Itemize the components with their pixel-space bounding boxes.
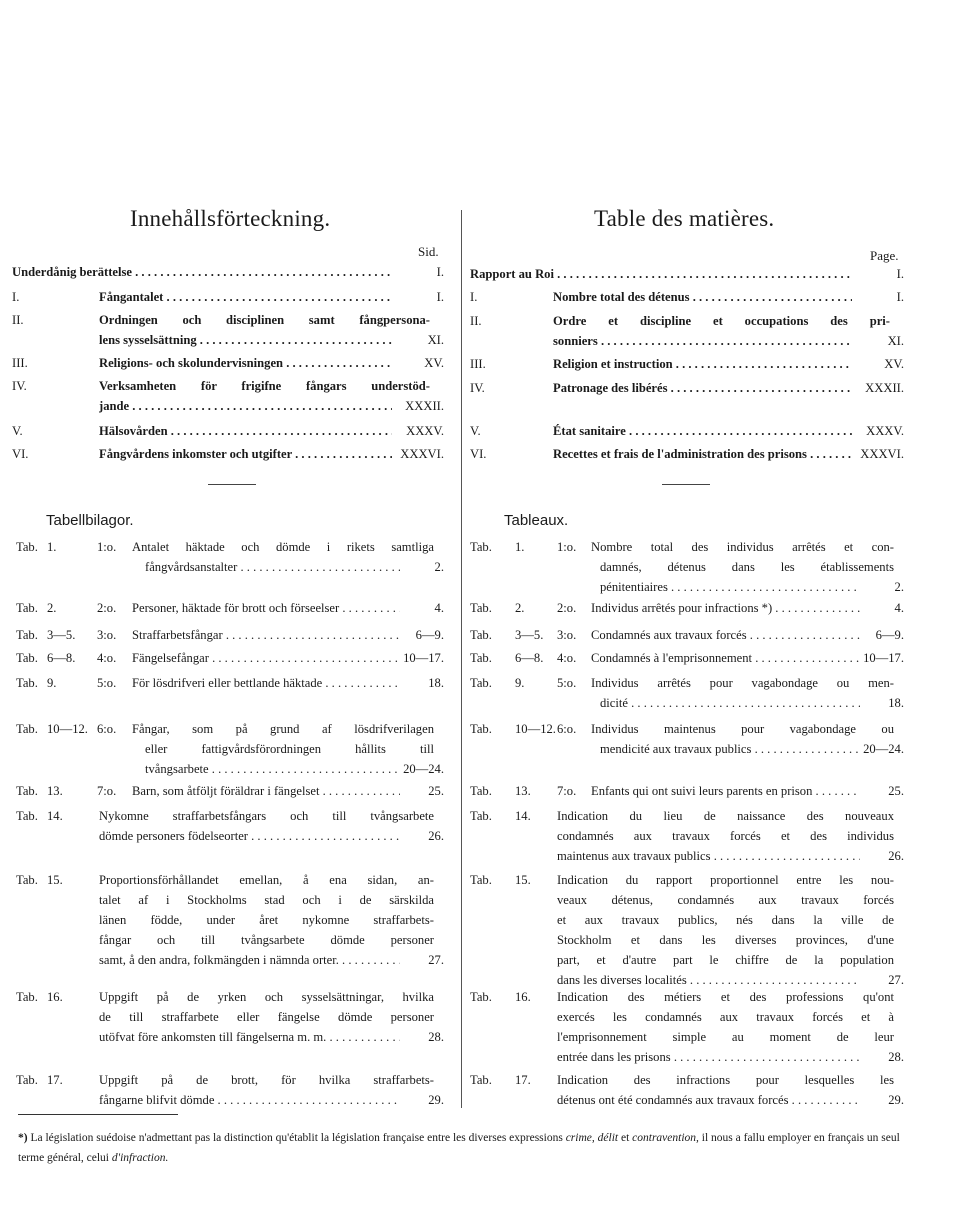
left-table-row bbox=[16, 625, 444, 645]
left-table-page: 29. bbox=[428, 1093, 444, 1107]
left-table-description-line: utöfvat före ankomsten till fängelserna m. m. . . . bbox=[99, 1027, 400, 1047]
right-table-label: Tab. bbox=[470, 990, 492, 1004]
left-chapter-number: V. bbox=[12, 424, 23, 438]
left-table-page: 28. bbox=[428, 1030, 444, 1044]
footnote-rule bbox=[18, 1114, 178, 1115]
left-table-description-line: länen födde, under året nykomne straffarbets- bbox=[99, 913, 434, 927]
right-table-description-line: entrée dans les prisons . . . bbox=[557, 1047, 860, 1067]
left-table-description-line: Uppgift på de brott, för hvilka straffarbets- bbox=[99, 1073, 434, 1087]
right-table-description-line: veaux détenus, condamnés aux travaux forcés bbox=[557, 893, 894, 907]
right-table-ordinal: 7:o. bbox=[557, 784, 577, 798]
right-chapter-row bbox=[470, 311, 904, 351]
right-table-page: 4. bbox=[894, 601, 904, 615]
footnote-text-1: La législation suédoise n'admettant pas la distinction qu'établit la législation française entre les diverses expressions bbox=[30, 1132, 563, 1144]
right-table-description-line: Indication du rapport proportionnel entre les nou- bbox=[557, 873, 894, 887]
footnote-mark: *) bbox=[18, 1132, 28, 1144]
left-table-page: 10—17. bbox=[403, 651, 444, 665]
right-table-description-line: dicité . . . bbox=[600, 693, 860, 713]
left-table-description-line: Straffarbetsfångar . . . bbox=[132, 625, 400, 645]
left-table-row bbox=[16, 987, 444, 1047]
left-table-label: Tab. bbox=[16, 601, 38, 615]
left-chapter-title-line: Fångvårdens inkomster och utgifter . . . bbox=[99, 444, 392, 464]
left-chapter-title-line: Verksamheten för frigifne fångars understöd- bbox=[99, 379, 430, 393]
right-table-row bbox=[470, 870, 904, 990]
right-table-ordinal: 4:o. bbox=[557, 651, 577, 665]
right-chapter-page: XXXII. bbox=[865, 381, 904, 395]
right-table-label: Tab. bbox=[470, 628, 492, 642]
left-table-ordinal: 4:o. bbox=[97, 651, 117, 665]
left-title: Innehållsförteckning. bbox=[130, 206, 331, 231]
left-table-page: 6—9. bbox=[415, 628, 444, 642]
left-table-description-line: Nykomne straffarbetsfångars och till tvångsarbete bbox=[99, 809, 434, 823]
right-chapter-page: I. bbox=[896, 290, 904, 304]
left-chapter-row bbox=[12, 444, 444, 464]
left-chapter-title-line: Hälsovården . . . bbox=[99, 421, 392, 441]
right-table-label: Tab. bbox=[470, 651, 492, 665]
left-table-row bbox=[16, 673, 444, 693]
right-table-description-line: condamnés aux travaux forcés et des individus bbox=[557, 829, 894, 843]
left-chapter-row bbox=[12, 376, 444, 416]
right-table-row bbox=[470, 1070, 904, 1110]
right-table-page: 18. bbox=[888, 696, 904, 710]
right-chapter-number: III. bbox=[470, 357, 486, 371]
right-table-ordinal: 5:o. bbox=[557, 676, 577, 690]
right-table-page: 29. bbox=[888, 1093, 904, 1107]
right-chapter-page: XV. bbox=[884, 357, 904, 371]
left-table-description-line: Barn, som åtföljt föräldrar i fängelset . . . . . . bbox=[132, 781, 400, 801]
right-table-label: Tab. bbox=[470, 1073, 492, 1087]
left-table-row bbox=[16, 806, 444, 846]
right-table-number: 1. bbox=[515, 540, 525, 554]
footnote-term-crime: crime, bbox=[565, 1132, 595, 1144]
right-chapter-page: XXXV. bbox=[866, 424, 904, 438]
footnote-term-delit: délit bbox=[597, 1132, 619, 1144]
right-table-row bbox=[470, 598, 904, 618]
right-chapter-title-line: sonniers . . . bbox=[553, 331, 852, 351]
right-chapter-page: XXXVI. bbox=[860, 447, 904, 461]
left-table-label: Tab. bbox=[16, 784, 38, 798]
right-chapter-row bbox=[470, 354, 904, 374]
right-table-number: 14. bbox=[515, 809, 531, 823]
right-table-description-line: Indication des infractions pour lesquelles les bbox=[557, 1073, 894, 1087]
right-table-page: 28. bbox=[888, 1050, 904, 1064]
left-table-ordinal: 7:o. bbox=[97, 784, 117, 798]
right-table-description-line: Stockholm et dans les diverses provinces, d'une bbox=[557, 933, 894, 947]
left-table-description-line: fångar och till tvångsarbete dömde personer bbox=[99, 933, 434, 947]
footnote-term-infraction: d'infraction. bbox=[111, 1152, 169, 1164]
right-table-description-line: Condamnés à l'emprisonnement . . . bbox=[591, 648, 860, 668]
right-table-description-line: Individus arrêtés pour vagabondage ou men- bbox=[591, 676, 894, 690]
right-table-label: Tab. bbox=[470, 601, 492, 615]
right-table-ordinal: 6:o. bbox=[557, 722, 577, 736]
right-chapter-number: I. bbox=[470, 290, 478, 304]
right-intro-row bbox=[470, 264, 904, 284]
left-table-number: 3—5. bbox=[47, 628, 76, 642]
left-table-ordinal: 6:o. bbox=[97, 722, 117, 736]
left-table-row bbox=[16, 781, 444, 801]
footnote-text-2: et bbox=[620, 1132, 630, 1144]
left-chapter-row bbox=[12, 287, 444, 307]
left-chapter-page: XI. bbox=[427, 333, 444, 347]
left-table-ordinal: 1:o. bbox=[97, 540, 117, 554]
left-intro-page: I. bbox=[436, 265, 444, 279]
left-table-label: Tab. bbox=[16, 676, 38, 690]
right-chapter-number: IV. bbox=[470, 381, 485, 395]
left-table-label: Tab. bbox=[16, 1073, 38, 1087]
right-chapter-title-line: Ordre et discipline et occupations des pri- bbox=[553, 314, 890, 328]
right-table-page: 6—9. bbox=[875, 628, 904, 642]
left-table-ordinal: 5:o. bbox=[97, 676, 117, 690]
right-table-number: 16. bbox=[515, 990, 531, 1004]
right-table-description-line: et aux travaux publics, nés dans la ville de bbox=[557, 913, 894, 927]
right-table-description-line: Nombre total des individus arrêtés et con- bbox=[591, 540, 894, 554]
right-chapter-row bbox=[470, 287, 904, 307]
right-table-description-line: Condamnés aux travaux forcés . . . bbox=[591, 625, 860, 645]
left-table-description-line: tvångsarbete . . . bbox=[145, 759, 400, 779]
left-table-label: Tab. bbox=[16, 809, 38, 823]
left-table-row bbox=[16, 598, 444, 618]
right-intro-text: Rapport au Roi . . . bbox=[470, 264, 852, 284]
left-page-column-header: Sid. bbox=[418, 244, 439, 259]
left-table-number: 13. bbox=[47, 784, 63, 798]
right-chapter-row bbox=[470, 421, 904, 441]
right-table-description-line: Individus arrêtés pour infractions *) . . . . . . . bbox=[591, 598, 860, 618]
left-chapter-page: XXXV. bbox=[406, 424, 444, 438]
left-table-number: 14. bbox=[47, 809, 63, 823]
right-table-label: Tab. bbox=[470, 722, 492, 736]
left-table-row bbox=[16, 719, 444, 779]
left-table-label: Tab. bbox=[16, 540, 38, 554]
left-intro-row bbox=[12, 262, 444, 282]
left-table-row bbox=[16, 870, 444, 970]
right-table-description-line: damnés, détenus dans les établissements bbox=[600, 560, 894, 574]
right-table-description-line: pénitentiaires . . . bbox=[600, 577, 860, 597]
left-table-description-line: dömde personers födelseorter . . . bbox=[99, 826, 400, 846]
right-table-row bbox=[470, 648, 904, 668]
left-chapter-title-line: Ordningen och disciplinen samt fångpersona- bbox=[99, 313, 430, 327]
right-table-number: 3—5. bbox=[515, 628, 544, 642]
left-chapter-number: II. bbox=[12, 313, 24, 327]
right-table-description-line: dans les diverses localités . . . bbox=[557, 970, 860, 990]
left-chapter-row bbox=[12, 421, 444, 441]
left-table-row bbox=[16, 648, 444, 668]
right-chapter-number: VI. bbox=[470, 447, 487, 461]
right-table-row bbox=[470, 987, 904, 1067]
left-table-number: 10—12. bbox=[47, 722, 88, 736]
left-chapter-row bbox=[12, 353, 444, 373]
right-table-number: 17. bbox=[515, 1073, 531, 1087]
column-divider bbox=[461, 210, 462, 1108]
right-table-number: 6—8. bbox=[515, 651, 544, 665]
right-table-page: 2. bbox=[894, 580, 904, 594]
right-table-row bbox=[470, 719, 904, 759]
right-table-label: Tab. bbox=[470, 676, 492, 690]
right-table-page: 25. bbox=[888, 784, 904, 798]
left-chapter-number: IV. bbox=[12, 379, 27, 393]
right-table-label: Tab. bbox=[470, 540, 492, 554]
right-chapter-title-line: Recettes et frais de l'administration des prisons . . . bbox=[553, 444, 852, 464]
left-table-ordinal: 2:o. bbox=[97, 601, 117, 615]
right-table-label: Tab. bbox=[470, 809, 492, 823]
right-chapter-title-line: État sanitaire . . . bbox=[553, 421, 852, 441]
left-chapter-page: XXXII. bbox=[405, 399, 444, 413]
left-chapter-title-line: Religions- och skolundervisningen . . . bbox=[99, 353, 392, 373]
right-table-number: 15. bbox=[515, 873, 531, 887]
right-table-number: 2. bbox=[515, 601, 525, 615]
right-table-ordinal: 3:o. bbox=[557, 628, 577, 642]
right-chapter-title-line: Nombre total des détenus . . . bbox=[553, 287, 852, 307]
right-table-description-line: exercés les condamnés aux travaux forcés et à bbox=[557, 1010, 894, 1024]
left-table-page: 4. bbox=[434, 601, 444, 615]
right-table-number: 10—12. bbox=[515, 722, 556, 736]
left-chapter-title-line: Fångantalet . . . bbox=[99, 287, 392, 307]
right-table-row bbox=[470, 537, 904, 597]
footnote-term-contravention: contravention, bbox=[632, 1132, 699, 1144]
right-chapter-number: II. bbox=[470, 314, 482, 328]
right-chapter-page: XI. bbox=[887, 334, 904, 348]
left-table-number: 2. bbox=[47, 601, 57, 615]
left-table-description-line: Proportionsförhållandet emellan, å ena sidan, an- bbox=[99, 873, 434, 887]
left-chapter-page: I. bbox=[436, 290, 444, 304]
right-table-description-line: Enfants qui ont suivi leurs parents en prison . . . bbox=[591, 781, 860, 801]
left-table-page: 26. bbox=[428, 829, 444, 843]
left-table-number: 17. bbox=[47, 1073, 63, 1087]
right-table-number: 9. bbox=[515, 676, 525, 690]
left-table-label: Tab. bbox=[16, 722, 38, 736]
left-table-label: Tab. bbox=[16, 628, 38, 642]
right-table-description-line: détenus ont été condamnés aux travaux forcés . . . bbox=[557, 1090, 860, 1110]
left-table-description-line: talet af i Stockholms stad och i de särskilda bbox=[99, 893, 434, 907]
left-chapter-number: VI. bbox=[12, 447, 29, 461]
right-table-ordinal: 2:o. bbox=[557, 601, 577, 615]
left-chapter-number: III. bbox=[12, 356, 28, 370]
right-table-description-line: Indication du lieu de naissance des nouveaux bbox=[557, 809, 894, 823]
left-chapter-title-line: lens sysselsättning . . . bbox=[99, 330, 392, 350]
right-page-column-header: Page. bbox=[870, 248, 899, 263]
right-table-description-line: Indication des métiers et des professions qu'ont bbox=[557, 990, 894, 1004]
right-table-description-line: mendicité aux travaux publics . . . bbox=[600, 739, 860, 759]
right-section-rule bbox=[662, 484, 710, 485]
right-chapter-row bbox=[470, 378, 904, 398]
left-table-page: 2. bbox=[434, 560, 444, 574]
left-table-description-line: samt, å den andra, folkmängden i nämnda orter. . . . bbox=[99, 950, 400, 970]
left-intro-text: Underdånig berättelse . . . bbox=[12, 262, 392, 282]
left-table-label: Tab. bbox=[16, 651, 38, 665]
footnote-text-3: il nous a fallu employer en français un seul terme général, celui bbox=[18, 1132, 900, 1164]
left-table-description-line: Fängelsefångar . . . bbox=[132, 648, 400, 668]
left-table-label: Tab. bbox=[16, 873, 38, 887]
left-table-page: 18. bbox=[428, 676, 444, 690]
right-chapter-title-line: Patronage des libérés . . . bbox=[553, 378, 852, 398]
left-chapter-number: I. bbox=[12, 290, 20, 304]
right-chapter-row bbox=[470, 444, 904, 464]
right-table-row bbox=[470, 781, 904, 801]
footnote bbox=[18, 1128, 913, 1168]
left-table-description-line: eller fattigvårdsförordningen hållits till bbox=[145, 742, 434, 756]
left-section-rule bbox=[208, 484, 256, 485]
left-chapter-page: XV. bbox=[424, 356, 444, 370]
right-chapter-title-line: Religion et instruction . . . bbox=[553, 354, 852, 374]
left-table-description-line: Personer, häktade för brott och förseelser . . . bbox=[132, 598, 400, 618]
left-table-number: 16. bbox=[47, 990, 63, 1004]
left-table-label: Tab. bbox=[16, 990, 38, 1004]
left-table-ordinal: 3:o. bbox=[97, 628, 117, 642]
left-table-number: 6—8. bbox=[47, 651, 76, 665]
left-chapter-page: XXXVI. bbox=[400, 447, 444, 461]
left-table-description-line: fångarne blifvit dömde . . . bbox=[99, 1090, 400, 1110]
right-table-ordinal: 1:o. bbox=[557, 540, 577, 554]
left-table-row bbox=[16, 537, 444, 577]
left-table-page: 27. bbox=[428, 953, 444, 967]
right-table-page: 10—17. bbox=[863, 651, 904, 665]
left-table-number: 1. bbox=[47, 540, 57, 554]
left-table-description-line: fångvårdsanstalter . . . bbox=[145, 557, 400, 577]
right-table-row bbox=[470, 673, 904, 713]
right-table-page: 20—24. bbox=[863, 742, 904, 756]
right-title: Table des matières. bbox=[594, 206, 775, 231]
right-table-number: 13. bbox=[515, 784, 531, 798]
left-table-row bbox=[16, 1070, 444, 1110]
right-intro-page: I. bbox=[896, 267, 904, 281]
right-table-label: Tab. bbox=[470, 873, 492, 887]
left-table-description-line: Fångar, som på grund af lösdrifverilagen bbox=[132, 722, 434, 736]
left-table-description-line: För lösdrifveri eller bettlande häktade . . . . . bbox=[132, 673, 400, 693]
right-table-row bbox=[470, 625, 904, 645]
left-table-page: 20—24. bbox=[403, 762, 444, 776]
right-table-page: 26. bbox=[888, 849, 904, 863]
right-tables-heading: Tableaux. bbox=[504, 512, 569, 529]
right-table-description-line: maintenus aux travaux publics . . . bbox=[557, 846, 860, 866]
left-table-number: 15. bbox=[47, 873, 63, 887]
right-table-description-line: l'emprisonnement simple au moment de leur bbox=[557, 1030, 894, 1044]
right-table-description-line: part, et d'autre part le chiffre de la population bbox=[557, 953, 894, 967]
left-table-description-line: de till straffarbete eller fängelse dömde personer bbox=[99, 1010, 434, 1024]
left-table-description-line: Antalet häktade och dömde i rikets samtliga bbox=[132, 540, 434, 554]
left-chapter-title-line: jande . . . bbox=[99, 396, 392, 416]
left-tables-heading: Tabellbilagor. bbox=[46, 512, 134, 529]
left-table-description-line: Uppgift på de yrken och sysselsättningar, hvilka bbox=[99, 990, 434, 1004]
right-table-page: 27. bbox=[888, 973, 904, 987]
right-table-label: Tab. bbox=[470, 784, 492, 798]
right-chapter-number: V. bbox=[470, 424, 481, 438]
right-table-description-line: Individus maintenus pour vagabondage ou bbox=[591, 722, 894, 736]
left-chapter-row bbox=[12, 310, 444, 350]
left-table-page: 25. bbox=[428, 784, 444, 798]
right-table-row bbox=[470, 806, 904, 866]
left-table-number: 9. bbox=[47, 676, 57, 690]
